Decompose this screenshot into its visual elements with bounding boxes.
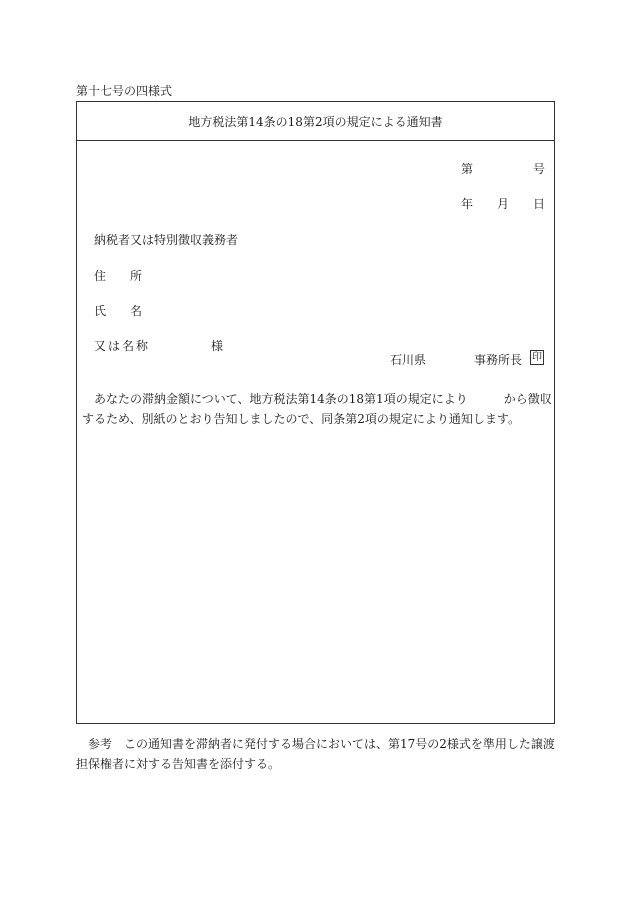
date-day: 日 bbox=[533, 197, 546, 211]
name-label: 氏 名 bbox=[94, 304, 143, 318]
honorific: 様 bbox=[211, 339, 224, 353]
date-year: 年 bbox=[461, 197, 474, 211]
recipient-label: 納税者又は特別徴収義務者 bbox=[94, 233, 239, 247]
address-label: 住 所 bbox=[94, 269, 143, 283]
reference-note: 参考 この通知書を滞納者に発付する場合においては、第17号の2様式を準用した譲渡担保権者に対する告知書を添付する。 bbox=[76, 737, 555, 771]
number-suffix: 号 bbox=[533, 162, 546, 176]
date-month: 月 bbox=[497, 197, 510, 211]
number-prefix: 第 bbox=[461, 162, 474, 176]
form-number: 第十七号の四様式 bbox=[76, 84, 173, 98]
issuer-prefecture: 石川県 bbox=[390, 353, 427, 367]
issuer-office-chief: 事務所長 bbox=[474, 353, 523, 367]
notice-body: あなたの滞納金額について、地方税法第14条の18第1項の規定により から徴収するため、別紙のとおり告知しましたので、同条第2項の規定により通知します。 bbox=[82, 392, 552, 426]
form-title: 地方税法第14条の18第2項の規定による通知書 bbox=[77, 102, 554, 141]
seal-mark: 印 bbox=[532, 352, 542, 363]
org-name-label: 又は名称 bbox=[94, 339, 151, 353]
